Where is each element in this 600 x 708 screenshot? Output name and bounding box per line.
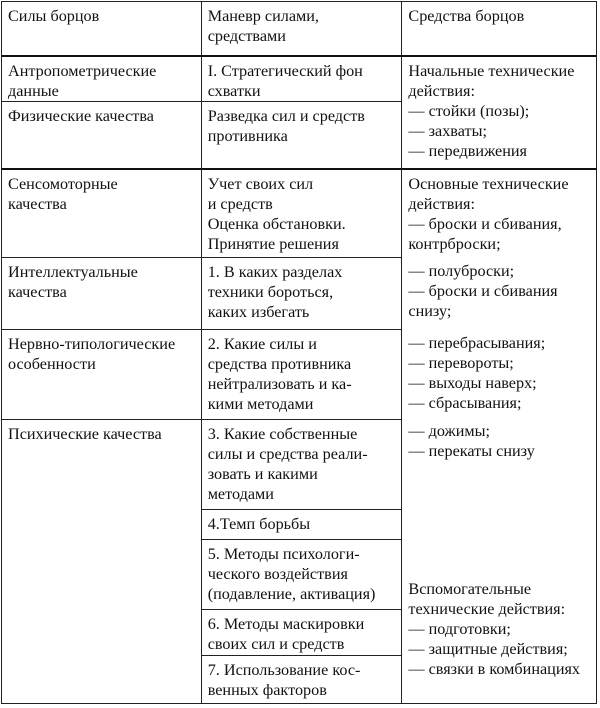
maneuver-cell: 3. Какие собственные силы и средства реали- зовать и какими методами [201, 419, 402, 509]
means-basic-cell: — перебрасывания; — перевороты; — выходы наверх; — сбрасывания; [402, 329, 597, 419]
wrestlers-table [1, 1, 597, 704]
table-row [2, 329, 597, 419]
table-row [2, 169, 597, 257]
table-row [2, 419, 597, 509]
maneuver-cell: 1. В каких разделах техники бороться, каких избегать [201, 257, 402, 329]
maneuver-cell: 2. Какие силы и средства противника нейтрализовать и ка- кими методами [201, 329, 402, 419]
table-row [2, 56, 597, 102]
maneuver-cell: I. Стратегический фон схватки [201, 56, 402, 102]
forces-cell: Нервно-типологические особенности [2, 329, 202, 419]
means-basic-cell: Основные технические действия: — броски и сбивания, контрброски; [402, 169, 597, 257]
means-initial-cell: Начальные технические действия: — стойки (позы); — захваты; — передвижения [402, 56, 597, 170]
forces-cell: Интеллектуальные качества [2, 257, 202, 329]
maneuver-cell: 4.Темп борьбы [201, 509, 402, 539]
forces-cell: Физические качества [2, 101, 202, 169]
header-forces: Силы борцов [2, 2, 202, 56]
maneuver-cell: 7. Использование кос- венных факторов [201, 655, 402, 703]
forces-cell: Сенсомоторные качества [2, 169, 202, 257]
table-row [2, 257, 597, 329]
forces-cell: Антропометрические данные [2, 56, 202, 102]
maneuver-cell: Учет своих сил и средств Оценка обстановки. Принятие решения [201, 169, 402, 257]
maneuver-cell: 5. Методы психологи- ческого воздействия (подавление, активация) [201, 539, 402, 609]
header-row [2, 2, 597, 56]
means-basic-cell: — полуброски; — броски и сбивания снизу; [402, 257, 597, 329]
means-auxiliary-cell: — дожимы; — перекаты снизу Вспомогательные технические действия: — подготовки; — защитные действия; — связки в комбинациях [402, 419, 597, 703]
header-means: Средства борцов [402, 2, 597, 56]
maneuver-cell: 6. Методы маскировки своих сил и средств [201, 609, 402, 655]
header-maneuver: Маневр силами, средствами [201, 2, 402, 56]
forces-cell: Психические качества [2, 419, 202, 703]
maneuver-cell: Разведка сил и средств противника [201, 101, 402, 169]
